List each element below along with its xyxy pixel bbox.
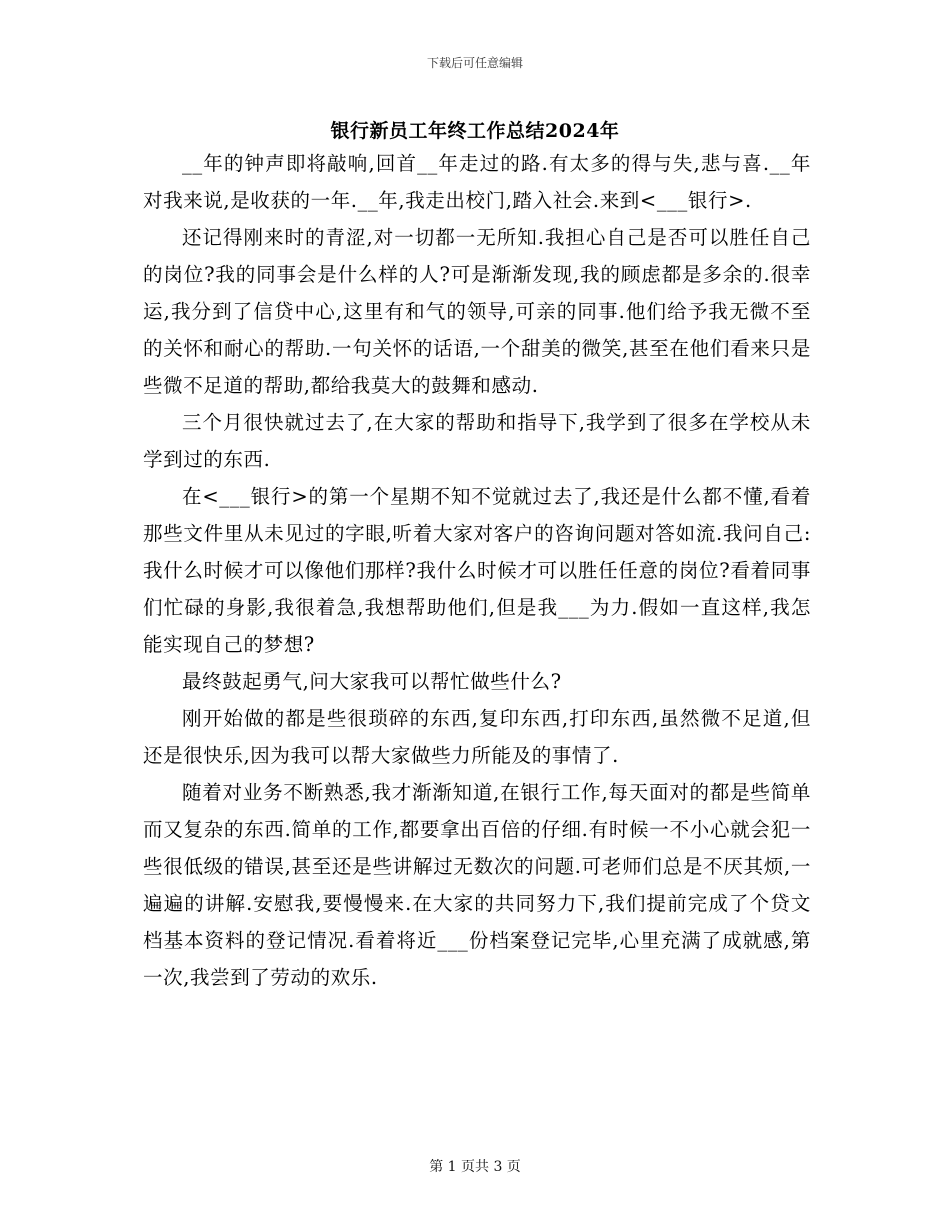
document-body (143, 145, 811, 996)
page-number-footer: 第 1 页共 3 页 (429, 1159, 521, 1175)
paragraph-1: __年的钟声即将敲响,回首__年走过的路.有太多的得与失,悲与喜.__年对我来说,是收获的一年.__年,我走出校门,踏入社会.来到<___银行>. (143, 152, 811, 212)
paragraph-5: 最终鼓起勇气,问大家我可以帮忙做些什么? (182, 670, 562, 693)
document-title: 银行新员工年终工作总结2024年 (330, 120, 620, 142)
paragraph-7: 随着对业务不断熟悉,我才渐渐知道,在银行工作,每天面对的都是些简单而又复杂的东西.简单的工作,都要拿出百倍的仔细.有时候一不小心就会犯一些很低级的错误,甚至还是些讲解过无数次的问题.可老师们总是不厌其烦,一遍遍的讲解.安慰我,要慢慢来.在大家的共同努力下,我们提前完成了个贷文档基本资料的登记情况.看着将近___份档案登记完毕,心里充满了成就感,第一次,我尝到了劳动的欢乐. (143, 781, 811, 989)
paragraph-6: 刚开始做的都是些很琐碎的东西,复印东西,打印东西,虽然微不足道,但还是很快乐,因为我可以帮大家做些力所能及的事情了. (143, 707, 811, 767)
paragraph-3: 三个月很快就过去了,在大家的帮助和指导下,我学到了很多在学校从未学到过的东西. (143, 411, 811, 471)
paragraph-2: 还记得刚来时的青涩,对一切都一无所知.我担心自己是否可以胜任自己的岗位?我的同事会是什么样的人?可是渐渐发现,我的顾虑都是多余的.很幸运,我分到了信贷中心,这里有和气的领导,可亲的同事.他们给予我无微不至的关怀和耐心的帮助.一句关怀的话语,一个甜美的微笑,甚至在他们看来只是些微不足道的帮助,都给我莫大的鼓舞和感动. (143, 226, 811, 397)
download-edit-note: 下载后可任意编辑 (426, 56, 523, 70)
paragraph-4: 在<___银行>的第一个星期不知不觉就过去了,我还是什么都不懂,看着那些文件里从未见过的字眼,听着大家对客户的咨询问题对答如流.我问自己:我什么时候才可以像他们那样?我什么时候才可以胜任任意的岗位?看着同事们忙碌的身影,我很着急,我想帮助他们,但是我___为力.假如一直这样,我怎能实现自己的梦想? (143, 485, 811, 656)
